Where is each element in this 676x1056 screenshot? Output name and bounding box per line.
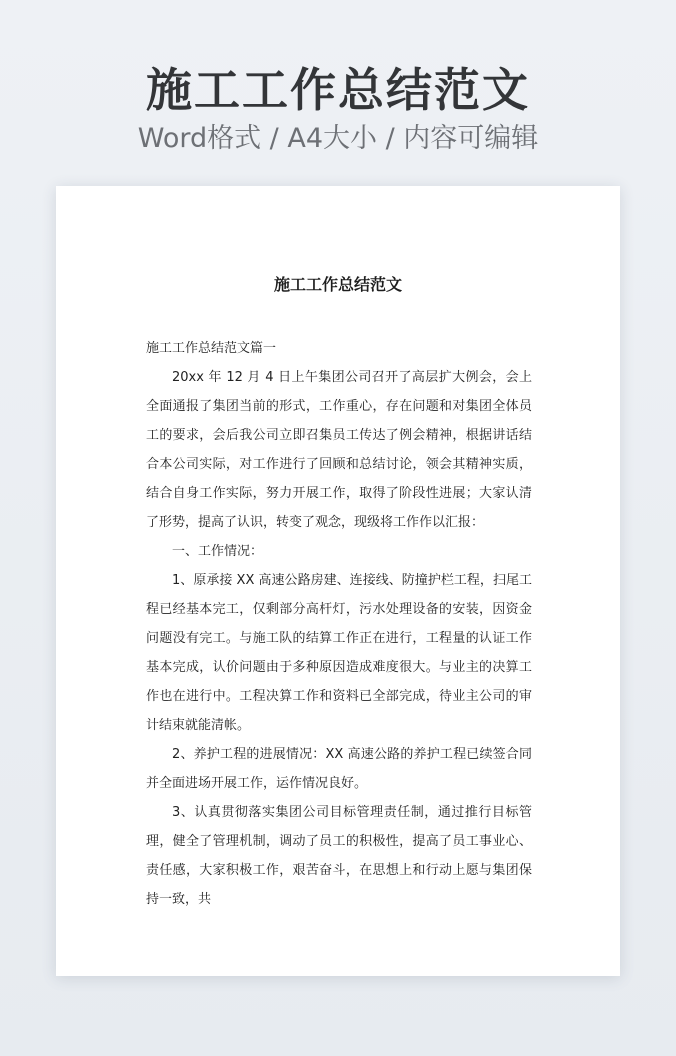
banner — [0, 60, 676, 158]
banner-subtitle: Word格式 / A4大小 / 内容可编辑 — [137, 123, 539, 154]
document-body — [146, 334, 532, 914]
section-heading: 施工工作总结范文篇一 — [146, 341, 277, 356]
paragraph-item-2: 2、养护工程的进展情况：XX 高速公路的养护工程已续签合同并全面进场开展工作，运作情况良好。 — [146, 747, 532, 791]
document-title: 施工工作总结范文 — [273, 275, 402, 294]
paragraph-item-3: 3、认真贯彻落实集团公司目标管理责任制，通过推行目标管理，健全了管理机制，调动了员工的积极性，提高了员工事业心、责任感，大家积极工作，艰苦奋斗，在思想上和行动上愿与集团保持一致，共 — [146, 805, 532, 907]
paragraph-work-status-heading: 一、工作情况： — [172, 544, 264, 559]
paragraph-intro: 20xx 年 12 月 4 日上午集团公司召开了高层扩大例会，会上全面通报了集团当前的形式，工作重心，存在问题和对集团全体员工的要求，会后我公司立即召集员工传达了例会精神，根据讲话结合本公司实际，对工作进行了回顾和总结讨论，领会其精神实质，结合自身工作实际，努力开展工作，取得了阶段性进展；大家认清了形势，提高了认识，转变了观念，现级将工作作以汇报： — [146, 370, 532, 530]
banner-title: 施工工作总结范文 — [146, 63, 530, 117]
document-page — [56, 186, 620, 976]
paragraph-item-1: 1、原承接 XX 高速公路房建、连接线、防撞护栏工程，扫尾工程已经基本完工，仅剩部分高杆灯，污水处理设备的安装，因资金问题没有完工。与施工队的结算工作正在进行，工程量的认证工作基本完成，认价问题由于多种原因造成难度很大。与业主的决算工作也在进行中。工程决算工作和资料已全部完成，待业主公司的审计结束就能清帐。 — [146, 573, 532, 733]
